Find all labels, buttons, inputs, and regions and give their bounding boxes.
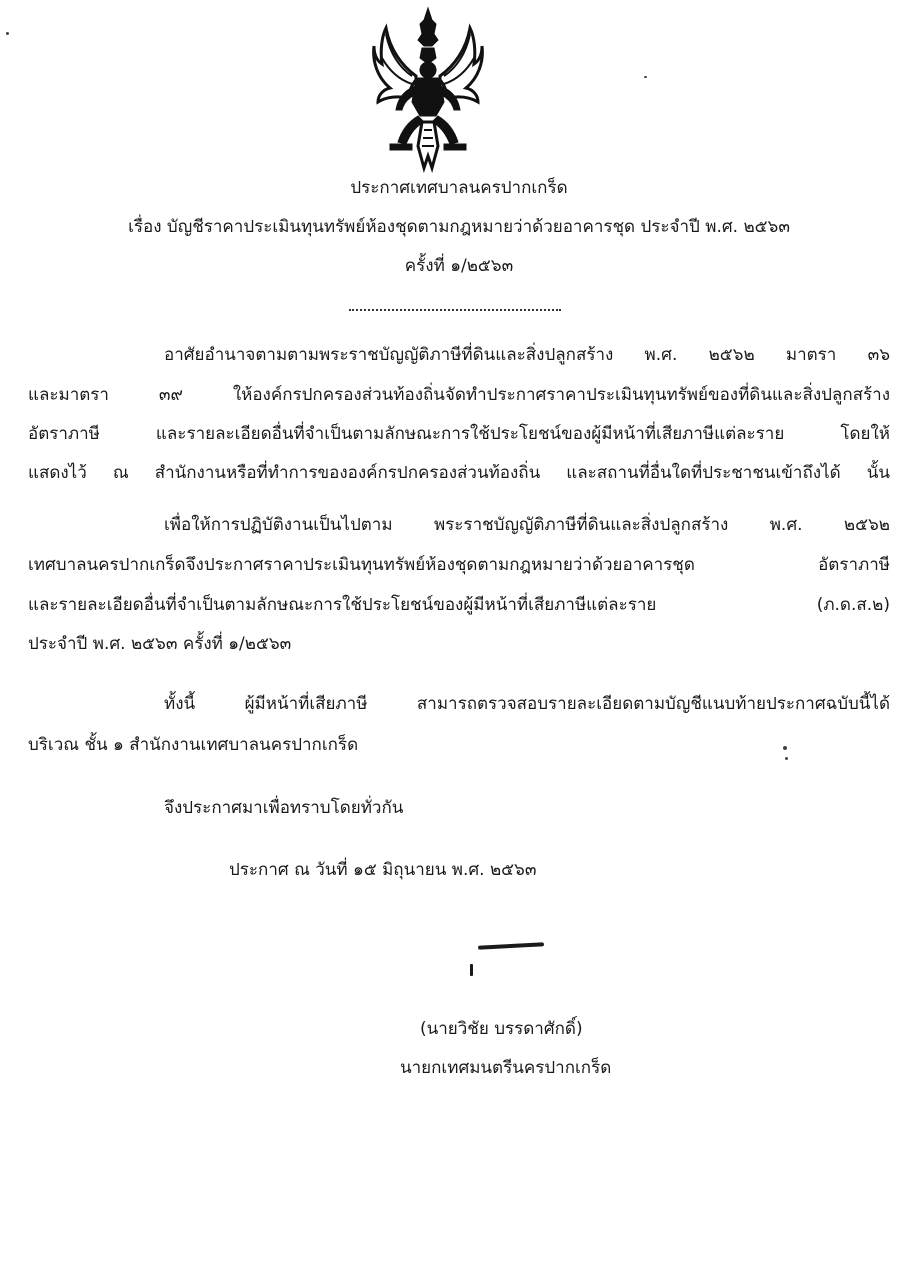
garuda-emblem-icon	[372, 6, 484, 174]
date-line: ประกาศ ณ วันที่ ๑๕ มิถุนายน พ.ศ. ๒๕๖๓	[229, 860, 537, 880]
signer-position: นายกเทศมนตรีนครปากเกร็ด	[400, 1058, 612, 1078]
issue-number: ครั้งที่ ๑/๒๕๖๓	[404, 256, 514, 276]
paragraph-line: อาศัยอำนาจตามตามพระราชบัญญัติภาษีที่ดินและสิ่งปลูกสร้าง พ.ศ. ๒๕๖๒ มาตรา ๓๖	[164, 345, 890, 365]
paragraph-line: อัตราภาษี และรายละเอียดอื่นที่จำเป็นตามลักษณะการใช้ประโยชน์ของผู้มีหน้าที่เสียภาษีแต่ละราย โดยให้	[28, 424, 890, 444]
paragraph-line: ประจำปี พ.ศ. ๒๕๖๓ ครั้งที่ ๑/๒๕๖๓	[28, 634, 292, 654]
signature-mark	[478, 942, 544, 949]
paragraph-line: บริเวณ ชั้น ๑ สำนักงานเทศบาลนครปากเกร็ด	[28, 735, 359, 755]
document-title: ประกาศเทศบาลนครปากเกร็ด	[350, 178, 568, 198]
scan-speck	[783, 746, 787, 750]
paragraph-line: และมาตรา ๓๙ ให้องค์กรปกครองส่วนท้องถิ่นจัดทำประกาศราคาประเมินทุนทรัพย์ของที่ดินและสิ่งปลูกสร้าง	[28, 385, 890, 405]
paragraph-line: เพื่อให้การปฏิบัติงานเป็นไปตาม พระราชบัญญัติภาษีที่ดินและสิ่งปลูกสร้าง พ.ศ. ๒๕๖๒	[164, 515, 890, 535]
document-subject: เรื่อง บัญชีราคาประเมินทุนทรัพย์ห้องชุดตามกฎหมายว่าด้วยอาคารชุด ประจำปี พ.ศ. ๒๕๖๓	[128, 217, 790, 237]
scan-speck	[785, 757, 788, 760]
scan-speck	[6, 32, 9, 35]
signature-mark-tick	[470, 964, 473, 976]
closing-line: จึงประกาศมาเพื่อทราบโดยทั่วกัน	[164, 798, 404, 818]
paragraph-line: และรายละเอียดอื่นที่จำเป็นตามลักษณะการใช้ประโยชน์ของผู้มีหน้าที่เสียภาษีแต่ละราย (ภ.ด.ส.๒)	[28, 595, 890, 615]
signer-name: (นายวิชัย บรรดาศักดิ์)	[420, 1019, 583, 1039]
scan-speck	[644, 76, 647, 78]
separator-dots	[349, 309, 561, 311]
paragraph-line: ทั้งนี้ ผู้มีหน้าที่เสียภาษี สามารถตรวจสอบรายละเอียดตามบัญชีแนบท้ายประกาศฉบับนี้ได้	[164, 694, 890, 714]
paragraph-line: เทศบาลนครปากเกร็ดจึงประกาศราคาประเมินทุนทรัพย์ห้องชุดตามกฎหมายว่าด้วยอาคารชุด อัตราภาษี	[28, 555, 890, 575]
paragraph-line: แสดงไว้ ณ สำนักงานหรือที่ทำการขององค์กรปกครองส่วนท้องถิ่น และสถานที่อื่นใดที่ประชาชนเข้าถึงได้ นั้น	[28, 463, 890, 483]
